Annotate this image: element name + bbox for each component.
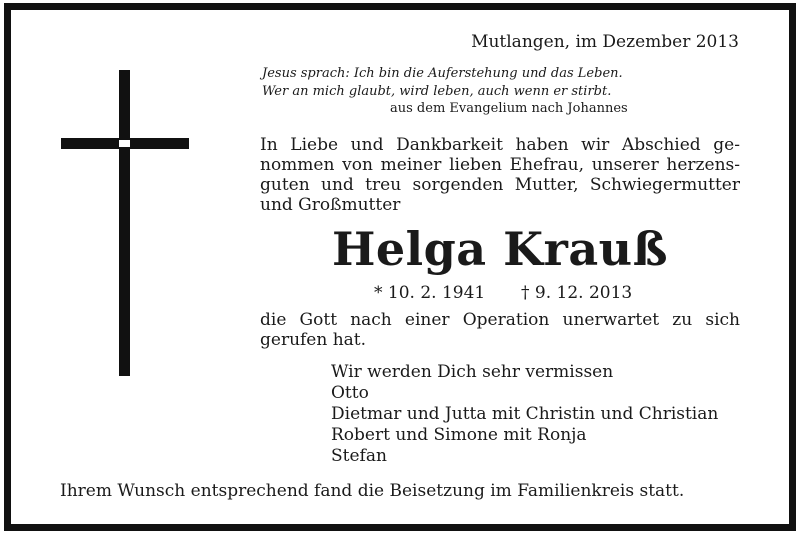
intro-line: und Großmutter (260, 195, 401, 215)
called-home-text (260, 310, 740, 350)
family-line: Otto (331, 383, 369, 403)
intro-line: nommen von meiner lieben Ehefrau, unserer herzens- (260, 155, 740, 175)
family-line: Stefan (331, 446, 387, 466)
family-line: Robert und Simone mit Ronja (331, 425, 587, 445)
quote-line: Jesus sprach: Ich bin die Auferstehung und das Leben. (262, 66, 623, 81)
death-date: † 9. 12. 2013 (521, 283, 633, 303)
bible-quote (262, 65, 623, 101)
cross-vertical-bar (119, 70, 130, 376)
quote-line: Wer an mich glaubt, wird leben, auch wenn er stirbt. (262, 84, 612, 99)
family-line: Dietmar und Jutta mit Christin und Christian (331, 404, 719, 424)
cross-center-gap (119, 140, 130, 147)
family-line: Wir werden Dich sehr vermissen (331, 362, 614, 382)
called-line: die Gott nach einer Operation unerwartet zu sich (260, 310, 740, 330)
intro-line: guten und treu sorgenden Mutter, Schwiegermutter (260, 175, 740, 195)
birth-date: * 10. 2. 1941 (374, 283, 486, 303)
intro-line: In Liebe und Dankbarkeit haben wir Abschied ge- (260, 135, 740, 155)
family-signatures (331, 362, 718, 467)
date-line: Mutlangen, im Dezember 2013 (471, 32, 739, 52)
burial-note: Ihrem Wunsch entsprechend fand die Beisetzung im Familienkreis statt. (60, 481, 685, 501)
deceased-name: Helga Krauß (331, 222, 669, 276)
called-line: gerufen hat. (260, 330, 367, 350)
quote-source: aus dem Evangelium nach Johannes (390, 101, 628, 116)
intro-text (260, 135, 740, 215)
